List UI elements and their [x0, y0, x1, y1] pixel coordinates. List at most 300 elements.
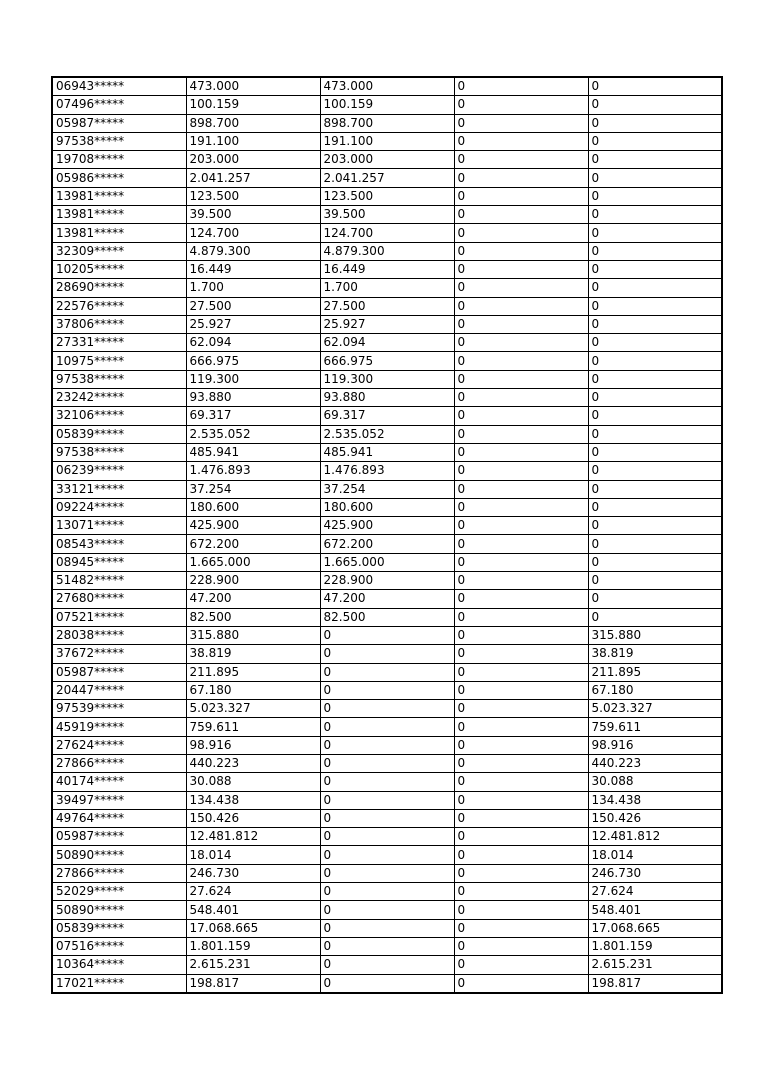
amount-cell: 67.180 — [186, 681, 320, 699]
column-3-cell: 1.665.000 — [320, 553, 454, 571]
column-4-cell: 0 — [454, 864, 588, 882]
column-4-cell: 0 — [454, 297, 588, 315]
column-3-cell: 228.900 — [320, 572, 454, 590]
column-3-cell: 93.880 — [320, 389, 454, 407]
column-3-cell: 0 — [320, 864, 454, 882]
column-4-cell: 0 — [454, 700, 588, 718]
column-5-cell: 38.819 — [588, 645, 722, 663]
column-4-cell: 0 — [454, 425, 588, 443]
column-4-cell: 0 — [454, 151, 588, 169]
table-body — [52, 77, 722, 993]
column-4-cell: 0 — [454, 645, 588, 663]
id-cell: 19708***** — [52, 151, 186, 169]
column-5-cell: 0 — [588, 96, 722, 114]
id-cell: 05987***** — [52, 828, 186, 846]
id-cell: 22576***** — [52, 297, 186, 315]
column-5-cell: 0 — [588, 206, 722, 224]
id-cell: 08543***** — [52, 535, 186, 553]
column-3-cell: 1.700 — [320, 279, 454, 297]
table-row — [52, 883, 722, 901]
column-4-cell: 0 — [454, 809, 588, 827]
column-5-cell: 0 — [588, 224, 722, 242]
column-3-cell: 1.476.893 — [320, 462, 454, 480]
column-3-cell: 27.500 — [320, 297, 454, 315]
id-cell: 10364***** — [52, 956, 186, 974]
column-3-cell: 62.094 — [320, 334, 454, 352]
column-4-cell: 0 — [454, 187, 588, 205]
table-row — [52, 736, 722, 754]
amount-cell: 18.014 — [186, 846, 320, 864]
column-4-cell: 0 — [454, 315, 588, 333]
column-3-cell: 123.500 — [320, 187, 454, 205]
column-4-cell: 0 — [454, 883, 588, 901]
amount-cell: 228.900 — [186, 572, 320, 590]
column-3-cell: 47.200 — [320, 590, 454, 608]
amount-cell: 2.535.052 — [186, 425, 320, 443]
amount-cell: 4.879.300 — [186, 242, 320, 260]
amount-cell: 425.900 — [186, 517, 320, 535]
id-cell: 05987***** — [52, 663, 186, 681]
column-5-cell: 0 — [588, 370, 722, 388]
column-3-cell: 0 — [320, 754, 454, 772]
column-4-cell: 0 — [454, 553, 588, 571]
amount-cell: 198.817 — [186, 974, 320, 993]
amount-cell: 5.023.327 — [186, 700, 320, 718]
column-4-cell: 0 — [454, 132, 588, 150]
amount-cell: 37.254 — [186, 480, 320, 498]
amount-cell: 62.094 — [186, 334, 320, 352]
column-5-cell: 759.611 — [588, 718, 722, 736]
id-cell: 49764***** — [52, 809, 186, 827]
column-4-cell: 0 — [454, 572, 588, 590]
column-5-cell: 5.023.327 — [588, 700, 722, 718]
column-4-cell: 0 — [454, 919, 588, 937]
table-row — [52, 151, 722, 169]
table-row — [52, 681, 722, 699]
column-3-cell: 0 — [320, 773, 454, 791]
column-5-cell: 0 — [588, 169, 722, 187]
id-cell: 45919***** — [52, 718, 186, 736]
column-4-cell: 0 — [454, 352, 588, 370]
amount-cell: 69.317 — [186, 407, 320, 425]
column-3-cell: 119.300 — [320, 370, 454, 388]
column-3-cell: 672.200 — [320, 535, 454, 553]
column-5-cell: 2.615.231 — [588, 956, 722, 974]
table-row — [52, 187, 722, 205]
column-3-cell: 0 — [320, 828, 454, 846]
column-5-cell: 67.180 — [588, 681, 722, 699]
column-4-cell: 0 — [454, 736, 588, 754]
column-5-cell: 0 — [588, 187, 722, 205]
column-4-cell: 0 — [454, 901, 588, 919]
column-4-cell: 0 — [454, 389, 588, 407]
column-3-cell: 4.879.300 — [320, 242, 454, 260]
id-cell: 27866***** — [52, 754, 186, 772]
column-3-cell: 425.900 — [320, 517, 454, 535]
column-5-cell: 0 — [588, 443, 722, 461]
column-3-cell: 25.927 — [320, 315, 454, 333]
table-row — [52, 242, 722, 260]
column-5-cell: 211.895 — [588, 663, 722, 681]
amount-cell: 315.880 — [186, 626, 320, 644]
id-cell: 97539***** — [52, 700, 186, 718]
column-4-cell: 0 — [454, 681, 588, 699]
table-row — [52, 754, 722, 772]
table-row — [52, 864, 722, 882]
table-row — [52, 279, 722, 297]
table-row — [52, 206, 722, 224]
column-3-cell: 2.535.052 — [320, 425, 454, 443]
amount-cell: 1.700 — [186, 279, 320, 297]
column-5-cell: 30.088 — [588, 773, 722, 791]
column-3-cell: 0 — [320, 645, 454, 663]
column-5-cell: 0 — [588, 425, 722, 443]
amount-cell: 119.300 — [186, 370, 320, 388]
column-5-cell: 0 — [588, 389, 722, 407]
column-3-cell: 0 — [320, 846, 454, 864]
column-5-cell: 134.438 — [588, 791, 722, 809]
column-3-cell: 69.317 — [320, 407, 454, 425]
column-5-cell: 1.801.159 — [588, 937, 722, 955]
column-5-cell: 0 — [588, 407, 722, 425]
column-5-cell: 0 — [588, 517, 722, 535]
column-5-cell: 0 — [588, 151, 722, 169]
id-cell: 97538***** — [52, 443, 186, 461]
column-3-cell: 124.700 — [320, 224, 454, 242]
amount-cell: 134.438 — [186, 791, 320, 809]
column-3-cell: 191.100 — [320, 132, 454, 150]
id-cell: 33121***** — [52, 480, 186, 498]
id-cell: 27624***** — [52, 736, 186, 754]
column-5-cell: 12.481.812 — [588, 828, 722, 846]
column-4-cell: 0 — [454, 773, 588, 791]
id-cell: 27331***** — [52, 334, 186, 352]
column-4-cell: 0 — [454, 754, 588, 772]
column-5-cell: 0 — [588, 572, 722, 590]
column-5-cell: 0 — [588, 462, 722, 480]
amount-cell: 25.927 — [186, 315, 320, 333]
id-cell: 13981***** — [52, 224, 186, 242]
column-4-cell: 0 — [454, 114, 588, 132]
id-cell: 28038***** — [52, 626, 186, 644]
column-5-cell: 0 — [588, 608, 722, 626]
column-3-cell: 0 — [320, 974, 454, 993]
column-4-cell: 0 — [454, 260, 588, 278]
column-4-cell: 0 — [454, 535, 588, 553]
id-cell: 07516***** — [52, 937, 186, 955]
id-cell: 50890***** — [52, 901, 186, 919]
amount-cell: 27.500 — [186, 297, 320, 315]
id-cell: 52029***** — [52, 883, 186, 901]
id-cell: 05839***** — [52, 425, 186, 443]
table-row — [52, 572, 722, 590]
column-4-cell: 0 — [454, 169, 588, 187]
column-4-cell: 0 — [454, 974, 588, 993]
id-cell: 06943***** — [52, 77, 186, 96]
table-row — [52, 96, 722, 114]
table-row — [52, 590, 722, 608]
column-3-cell: 898.700 — [320, 114, 454, 132]
table-row — [52, 425, 722, 443]
column-3-cell: 0 — [320, 809, 454, 827]
column-3-cell: 0 — [320, 663, 454, 681]
id-cell: 40174***** — [52, 773, 186, 791]
column-5-cell: 0 — [588, 590, 722, 608]
table-row — [52, 553, 722, 571]
id-cell: 37672***** — [52, 645, 186, 663]
id-cell: 32106***** — [52, 407, 186, 425]
id-cell: 39497***** — [52, 791, 186, 809]
column-5-cell: 0 — [588, 297, 722, 315]
table-row — [52, 334, 722, 352]
amount-cell: 1.476.893 — [186, 462, 320, 480]
column-3-cell: 37.254 — [320, 480, 454, 498]
table-row — [52, 700, 722, 718]
id-cell: 13071***** — [52, 517, 186, 535]
column-3-cell: 16.449 — [320, 260, 454, 278]
table-row — [52, 919, 722, 937]
column-3-cell: 0 — [320, 700, 454, 718]
id-cell: 51482***** — [52, 572, 186, 590]
column-5-cell: 0 — [588, 352, 722, 370]
column-3-cell: 0 — [320, 919, 454, 937]
column-3-cell: 180.600 — [320, 498, 454, 516]
table-row — [52, 608, 722, 626]
table-row — [52, 773, 722, 791]
column-5-cell: 0 — [588, 315, 722, 333]
column-3-cell: 0 — [320, 956, 454, 974]
amount-cell: 191.100 — [186, 132, 320, 150]
table-row — [52, 663, 722, 681]
column-5-cell: 0 — [588, 480, 722, 498]
amount-cell: 124.700 — [186, 224, 320, 242]
column-4-cell: 0 — [454, 443, 588, 461]
column-5-cell: 98.916 — [588, 736, 722, 754]
column-4-cell: 0 — [454, 96, 588, 114]
id-cell: 10975***** — [52, 352, 186, 370]
column-5-cell: 0 — [588, 114, 722, 132]
id-cell: 13981***** — [52, 206, 186, 224]
amount-cell: 898.700 — [186, 114, 320, 132]
amount-cell: 1.801.159 — [186, 937, 320, 955]
column-5-cell: 17.068.665 — [588, 919, 722, 937]
table-row — [52, 77, 722, 96]
id-cell: 07496***** — [52, 96, 186, 114]
amount-cell: 82.500 — [186, 608, 320, 626]
amount-cell: 203.000 — [186, 151, 320, 169]
amount-cell: 246.730 — [186, 864, 320, 882]
column-4-cell: 0 — [454, 791, 588, 809]
table-row — [52, 352, 722, 370]
table-row — [52, 480, 722, 498]
column-3-cell: 485.941 — [320, 443, 454, 461]
column-4-cell: 0 — [454, 937, 588, 955]
amount-cell: 47.200 — [186, 590, 320, 608]
table-row — [52, 901, 722, 919]
column-5-cell: 0 — [588, 279, 722, 297]
column-5-cell: 246.730 — [588, 864, 722, 882]
amount-cell: 2.041.257 — [186, 169, 320, 187]
amount-cell: 548.401 — [186, 901, 320, 919]
table-row — [52, 443, 722, 461]
amount-cell: 27.624 — [186, 883, 320, 901]
column-4-cell: 0 — [454, 407, 588, 425]
column-3-cell: 666.975 — [320, 352, 454, 370]
column-3-cell: 0 — [320, 718, 454, 736]
column-4-cell: 0 — [454, 718, 588, 736]
id-cell: 27866***** — [52, 864, 186, 882]
column-3-cell: 0 — [320, 901, 454, 919]
table-row — [52, 645, 722, 663]
id-cell: 10205***** — [52, 260, 186, 278]
column-3-cell: 0 — [320, 791, 454, 809]
column-4-cell: 0 — [454, 517, 588, 535]
column-3-cell: 0 — [320, 883, 454, 901]
amount-cell: 672.200 — [186, 535, 320, 553]
table-row — [52, 315, 722, 333]
column-4-cell: 0 — [454, 77, 588, 96]
column-5-cell: 0 — [588, 77, 722, 96]
column-4-cell: 0 — [454, 279, 588, 297]
column-3-cell: 0 — [320, 626, 454, 644]
table-row — [52, 846, 722, 864]
column-3-cell: 82.500 — [320, 608, 454, 626]
amount-cell: 39.500 — [186, 206, 320, 224]
amount-cell: 666.975 — [186, 352, 320, 370]
id-cell: 23242***** — [52, 389, 186, 407]
column-3-cell: 2.041.257 — [320, 169, 454, 187]
amount-cell: 30.088 — [186, 773, 320, 791]
id-cell: 27680***** — [52, 590, 186, 608]
column-4-cell: 0 — [454, 498, 588, 516]
column-3-cell: 0 — [320, 937, 454, 955]
column-4-cell: 0 — [454, 663, 588, 681]
column-4-cell: 0 — [454, 480, 588, 498]
data-table — [51, 76, 723, 994]
column-5-cell: 0 — [588, 553, 722, 571]
table-row — [52, 828, 722, 846]
id-cell: 50890***** — [52, 846, 186, 864]
id-cell: 97538***** — [52, 132, 186, 150]
amount-cell: 100.159 — [186, 96, 320, 114]
table-row — [52, 535, 722, 553]
column-5-cell: 0 — [588, 498, 722, 516]
column-5-cell: 18.014 — [588, 846, 722, 864]
column-3-cell: 203.000 — [320, 151, 454, 169]
amount-cell: 98.916 — [186, 736, 320, 754]
amount-cell: 440.223 — [186, 754, 320, 772]
amount-cell: 473.000 — [186, 77, 320, 96]
amount-cell: 485.941 — [186, 443, 320, 461]
table-row — [52, 791, 722, 809]
id-cell: 32309***** — [52, 242, 186, 260]
table-row — [52, 809, 722, 827]
column-5-cell: 27.624 — [588, 883, 722, 901]
table-row — [52, 462, 722, 480]
column-5-cell: 0 — [588, 260, 722, 278]
amount-cell: 38.819 — [186, 645, 320, 663]
id-cell: 08945***** — [52, 553, 186, 571]
id-cell: 09224***** — [52, 498, 186, 516]
column-3-cell: 0 — [320, 736, 454, 754]
column-3-cell: 39.500 — [320, 206, 454, 224]
column-3-cell: 0 — [320, 681, 454, 699]
column-4-cell: 0 — [454, 828, 588, 846]
column-5-cell: 548.401 — [588, 901, 722, 919]
column-3-cell: 100.159 — [320, 96, 454, 114]
table-row — [52, 224, 722, 242]
column-5-cell: 0 — [588, 535, 722, 553]
id-cell: 05986***** — [52, 169, 186, 187]
table-row — [52, 370, 722, 388]
table-row — [52, 297, 722, 315]
table-row — [52, 937, 722, 955]
column-4-cell: 0 — [454, 846, 588, 864]
column-4-cell: 0 — [454, 206, 588, 224]
column-4-cell: 0 — [454, 462, 588, 480]
amount-cell: 17.068.665 — [186, 919, 320, 937]
column-5-cell: 315.880 — [588, 626, 722, 644]
id-cell: 07521***** — [52, 608, 186, 626]
id-cell: 05839***** — [52, 919, 186, 937]
column-4-cell: 0 — [454, 370, 588, 388]
id-cell: 06239***** — [52, 462, 186, 480]
id-cell: 05987***** — [52, 114, 186, 132]
amount-cell: 12.481.812 — [186, 828, 320, 846]
column-4-cell: 0 — [454, 590, 588, 608]
column-4-cell: 0 — [454, 956, 588, 974]
column-4-cell: 0 — [454, 334, 588, 352]
id-cell: 97538***** — [52, 370, 186, 388]
table-row — [52, 114, 722, 132]
column-5-cell: 150.426 — [588, 809, 722, 827]
amount-cell: 16.449 — [186, 260, 320, 278]
column-5-cell: 0 — [588, 132, 722, 150]
amount-cell: 759.611 — [186, 718, 320, 736]
table-row — [52, 974, 722, 993]
column-5-cell: 0 — [588, 242, 722, 260]
table-row — [52, 626, 722, 644]
table-row — [52, 498, 722, 516]
table-row — [52, 389, 722, 407]
column-5-cell: 0 — [588, 334, 722, 352]
amount-cell: 211.895 — [186, 663, 320, 681]
table-row — [52, 407, 722, 425]
table-row — [52, 132, 722, 150]
table-row — [52, 260, 722, 278]
id-cell: 17021***** — [52, 974, 186, 993]
table-row — [52, 718, 722, 736]
column-5-cell: 440.223 — [588, 754, 722, 772]
amount-cell: 2.615.231 — [186, 956, 320, 974]
table-row — [52, 169, 722, 187]
column-4-cell: 0 — [454, 242, 588, 260]
column-5-cell: 198.817 — [588, 974, 722, 993]
table-row — [52, 956, 722, 974]
column-4-cell: 0 — [454, 224, 588, 242]
amount-cell: 123.500 — [186, 187, 320, 205]
column-3-cell: 473.000 — [320, 77, 454, 96]
column-4-cell: 0 — [454, 608, 588, 626]
id-cell: 28690***** — [52, 279, 186, 297]
amount-cell: 1.665.000 — [186, 553, 320, 571]
id-cell: 13981***** — [52, 187, 186, 205]
amount-cell: 180.600 — [186, 498, 320, 516]
id-cell: 20447***** — [52, 681, 186, 699]
amount-cell: 93.880 — [186, 389, 320, 407]
table-row — [52, 517, 722, 535]
amount-cell: 150.426 — [186, 809, 320, 827]
